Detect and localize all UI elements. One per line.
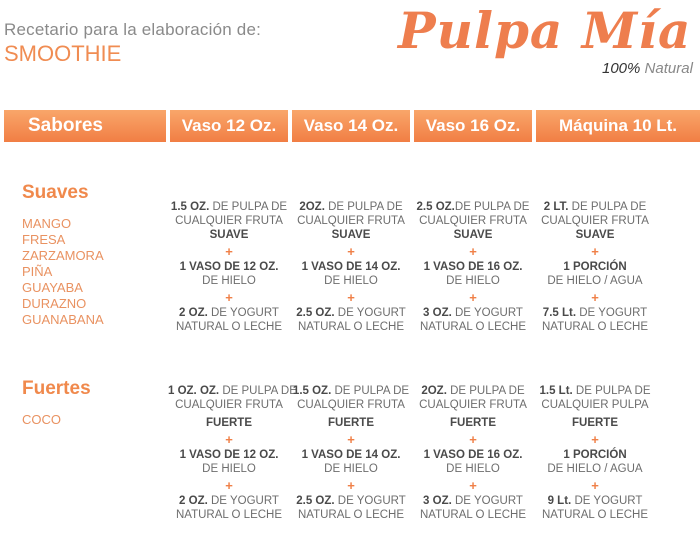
- table-header: [0, 110, 700, 142]
- flavor-item: MANGO: [22, 216, 72, 231]
- intro-block: [4, 20, 261, 67]
- header-sabores: Sabores: [4, 110, 166, 142]
- recipe-fuerte-vaso-14: 1.5 OZ. DE PULPA DE CUALQUIER FRUTA FUERTE + 1 VASO DE 14 OZ. DE HIELO + 2.5 OZ. DE YOGURT NATURAL O LECHE: [290, 384, 412, 522]
- recipe-suave-maquina-10: 2 LT. DE PULPA DE CUALQUIER FRUTA SUAVE + 1 PORCIÓN DE HIELO / AGUA + 7.5 Lt. DE YOGURT NATURAL O LECHE: [534, 200, 656, 334]
- plus-icon: +: [469, 290, 477, 305]
- plus-icon: +: [347, 290, 355, 305]
- recipe-suave-vaso-16: 2.5 OZ.DE PULPA DE CUALQUIER FRUTA SUAVE + 1 VASO DE 16 OZ. DE HIELO + 3 OZ. DE YOGURT NATURAL O LECHE: [412, 200, 534, 334]
- flavor-item: ZARZAMORA: [22, 248, 104, 263]
- plus-icon: +: [591, 290, 599, 305]
- plus-icon: +: [591, 244, 599, 259]
- brand-name: Pulpa Mía: [398, 1, 692, 60]
- brand-logo: [398, 1, 693, 77]
- intro-text: Recetario para la elaboración de:: [4, 20, 262, 39]
- recipe-suave-vaso-14: 2OZ. DE PULPA DE CUALQUIER FRUTA SUAVE + 1 VASO DE 14 OZ. DE HIELO + 2.5 OZ. DE YOGURT NATURAL O LECHE: [290, 200, 412, 334]
- header-maquina-10: Máquina 10 Lt.: [536, 110, 700, 142]
- tagline-rest: Natural: [644, 60, 693, 77]
- plus-icon: +: [469, 432, 477, 447]
- plus-icon: +: [225, 478, 233, 493]
- plus-icon: +: [225, 432, 233, 447]
- header-vaso-12: Vaso 12 Oz.: [170, 110, 288, 142]
- tagline-strong: 100%: [602, 60, 641, 77]
- recipe-suave-vaso-12: 1.5 OZ. DE PULPA DE CUALQUIER FRUTA SUAVE + 1 VASO DE 12 OZ. DE HIELO + 2 OZ. DE YOGURT NATURAL O LECHE: [168, 200, 290, 334]
- header-vaso-16: Vaso 16 Oz.: [414, 110, 532, 142]
- flavor-item: PIÑA: [22, 264, 53, 279]
- flavor-item: COCO: [22, 412, 61, 427]
- flavor-item: FRESA: [22, 232, 66, 247]
- plus-icon: +: [591, 432, 599, 447]
- flavor-list-fuertes: [22, 412, 61, 428]
- recipe-fuerte-vaso-16: 2OZ. DE PULPA DE CUALQUIER FRUTA FUERTE + 1 VASO DE 16 OZ. DE HIELO + 3 OZ. DE YOGURT NATURAL O LECHE: [412, 384, 534, 522]
- plus-icon: +: [347, 478, 355, 493]
- product-name: SMOOTHIE: [4, 41, 122, 66]
- header-vaso-14: Vaso 14 Oz.: [292, 110, 410, 142]
- plus-icon: +: [225, 244, 233, 259]
- flavor-item: GUAYABA: [22, 280, 83, 295]
- brand-tagline: [602, 60, 693, 77]
- flavor-item: GUANABANA: [22, 312, 104, 327]
- group-title-suaves: Suaves: [22, 182, 89, 203]
- plus-icon: +: [469, 244, 477, 259]
- plus-icon: +: [469, 478, 477, 493]
- flavor-item: DURAZNO: [22, 296, 87, 311]
- flavor-list-suaves: [22, 216, 104, 328]
- plus-icon: +: [347, 244, 355, 259]
- recipe-fuerte-maquina-10: 1.5 Lt. DE PULPA DE CUALQUIER PULPA FUERTE + 1 PORCIÓN DE HIELO / AGUA + 9 Lt. DE YOGURT NATURAL O LECHE: [534, 384, 656, 522]
- plus-icon: +: [591, 478, 599, 493]
- plus-icon: +: [225, 290, 233, 305]
- recipe-fuerte-vaso-12: 1 OZ. OZ. DE PULPA DE CUALQUIER FRUTA FUERTE + 1 VASO DE 12 OZ. DE HIELO + 2 OZ. DE YOGURT NATURAL O LECHE: [168, 385, 297, 521]
- group-title-fuertes: Fuertes: [22, 378, 91, 399]
- plus-icon: +: [347, 432, 355, 447]
